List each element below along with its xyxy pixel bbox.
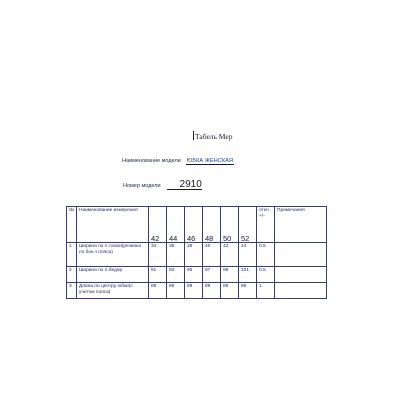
header-size: 50	[221, 207, 239, 243]
model-name-value: ЮБКА ЖЕНСКАЯ	[186, 158, 234, 164]
row-measurement-name: Длина по центру юбки(с учетом пояса)	[77, 283, 149, 299]
row-value: 89	[149, 283, 167, 299]
model-number-value: 2910	[167, 180, 202, 190]
row-measurement-name: Ширина по л.бедер	[77, 267, 149, 283]
header-notes: Примечания	[275, 207, 327, 243]
table-row	[67, 283, 327, 299]
row-tolerance: 1	[257, 283, 275, 299]
table-row	[67, 243, 327, 267]
document-title	[193, 131, 232, 141]
model-number-row	[123, 180, 202, 190]
header-number: №	[67, 207, 77, 243]
row-value: 34	[149, 243, 167, 267]
row-value: 36	[167, 243, 185, 267]
row-value: 93	[167, 267, 185, 283]
header-size: 48	[203, 207, 221, 243]
row-value: 42	[221, 243, 239, 267]
measurement-table	[66, 206, 327, 299]
row-number: 1	[67, 243, 77, 267]
row-value: 97	[203, 267, 221, 283]
row-notes	[275, 283, 327, 299]
row-value: 89	[167, 283, 185, 299]
header-size: 42	[149, 207, 167, 243]
model-number-label: Номер модели	[123, 183, 161, 189]
row-value: 44	[239, 243, 257, 267]
model-name-row	[122, 158, 234, 165]
row-notes	[275, 243, 327, 267]
document-page	[56, 0, 344, 400]
row-value: 89	[185, 283, 203, 299]
row-tolerance: 0.5	[257, 243, 275, 267]
row-number: 2	[67, 267, 77, 283]
row-measurement-name: Ширина по л.талии(резинка по бок.ч пояса)	[77, 243, 149, 267]
header-size: 52	[239, 207, 257, 243]
row-value: 99	[221, 267, 239, 283]
row-value: 89	[239, 283, 257, 299]
header-measurement: Наименование измерения	[77, 207, 149, 243]
row-value: 95	[185, 267, 203, 283]
table-row	[67, 267, 327, 283]
model-name-label: Наименование модели	[122, 158, 181, 164]
table-header-row	[67, 207, 327, 243]
header-size: 44	[167, 207, 185, 243]
row-value: 40	[203, 243, 221, 267]
row-notes	[275, 267, 327, 283]
row-tolerance: 0.5	[257, 267, 275, 283]
row-value: 101	[239, 267, 257, 283]
row-value: 38	[185, 243, 203, 267]
document-title-text: Табель Мер	[195, 132, 233, 141]
header-tolerance: откл. +/-	[257, 207, 275, 243]
row-value: 89	[221, 283, 239, 299]
row-value: 91	[149, 267, 167, 283]
title-cursor-bar	[193, 131, 194, 140]
row-number: 3	[67, 283, 77, 299]
row-value: 89	[203, 283, 221, 299]
header-size: 46	[185, 207, 203, 243]
